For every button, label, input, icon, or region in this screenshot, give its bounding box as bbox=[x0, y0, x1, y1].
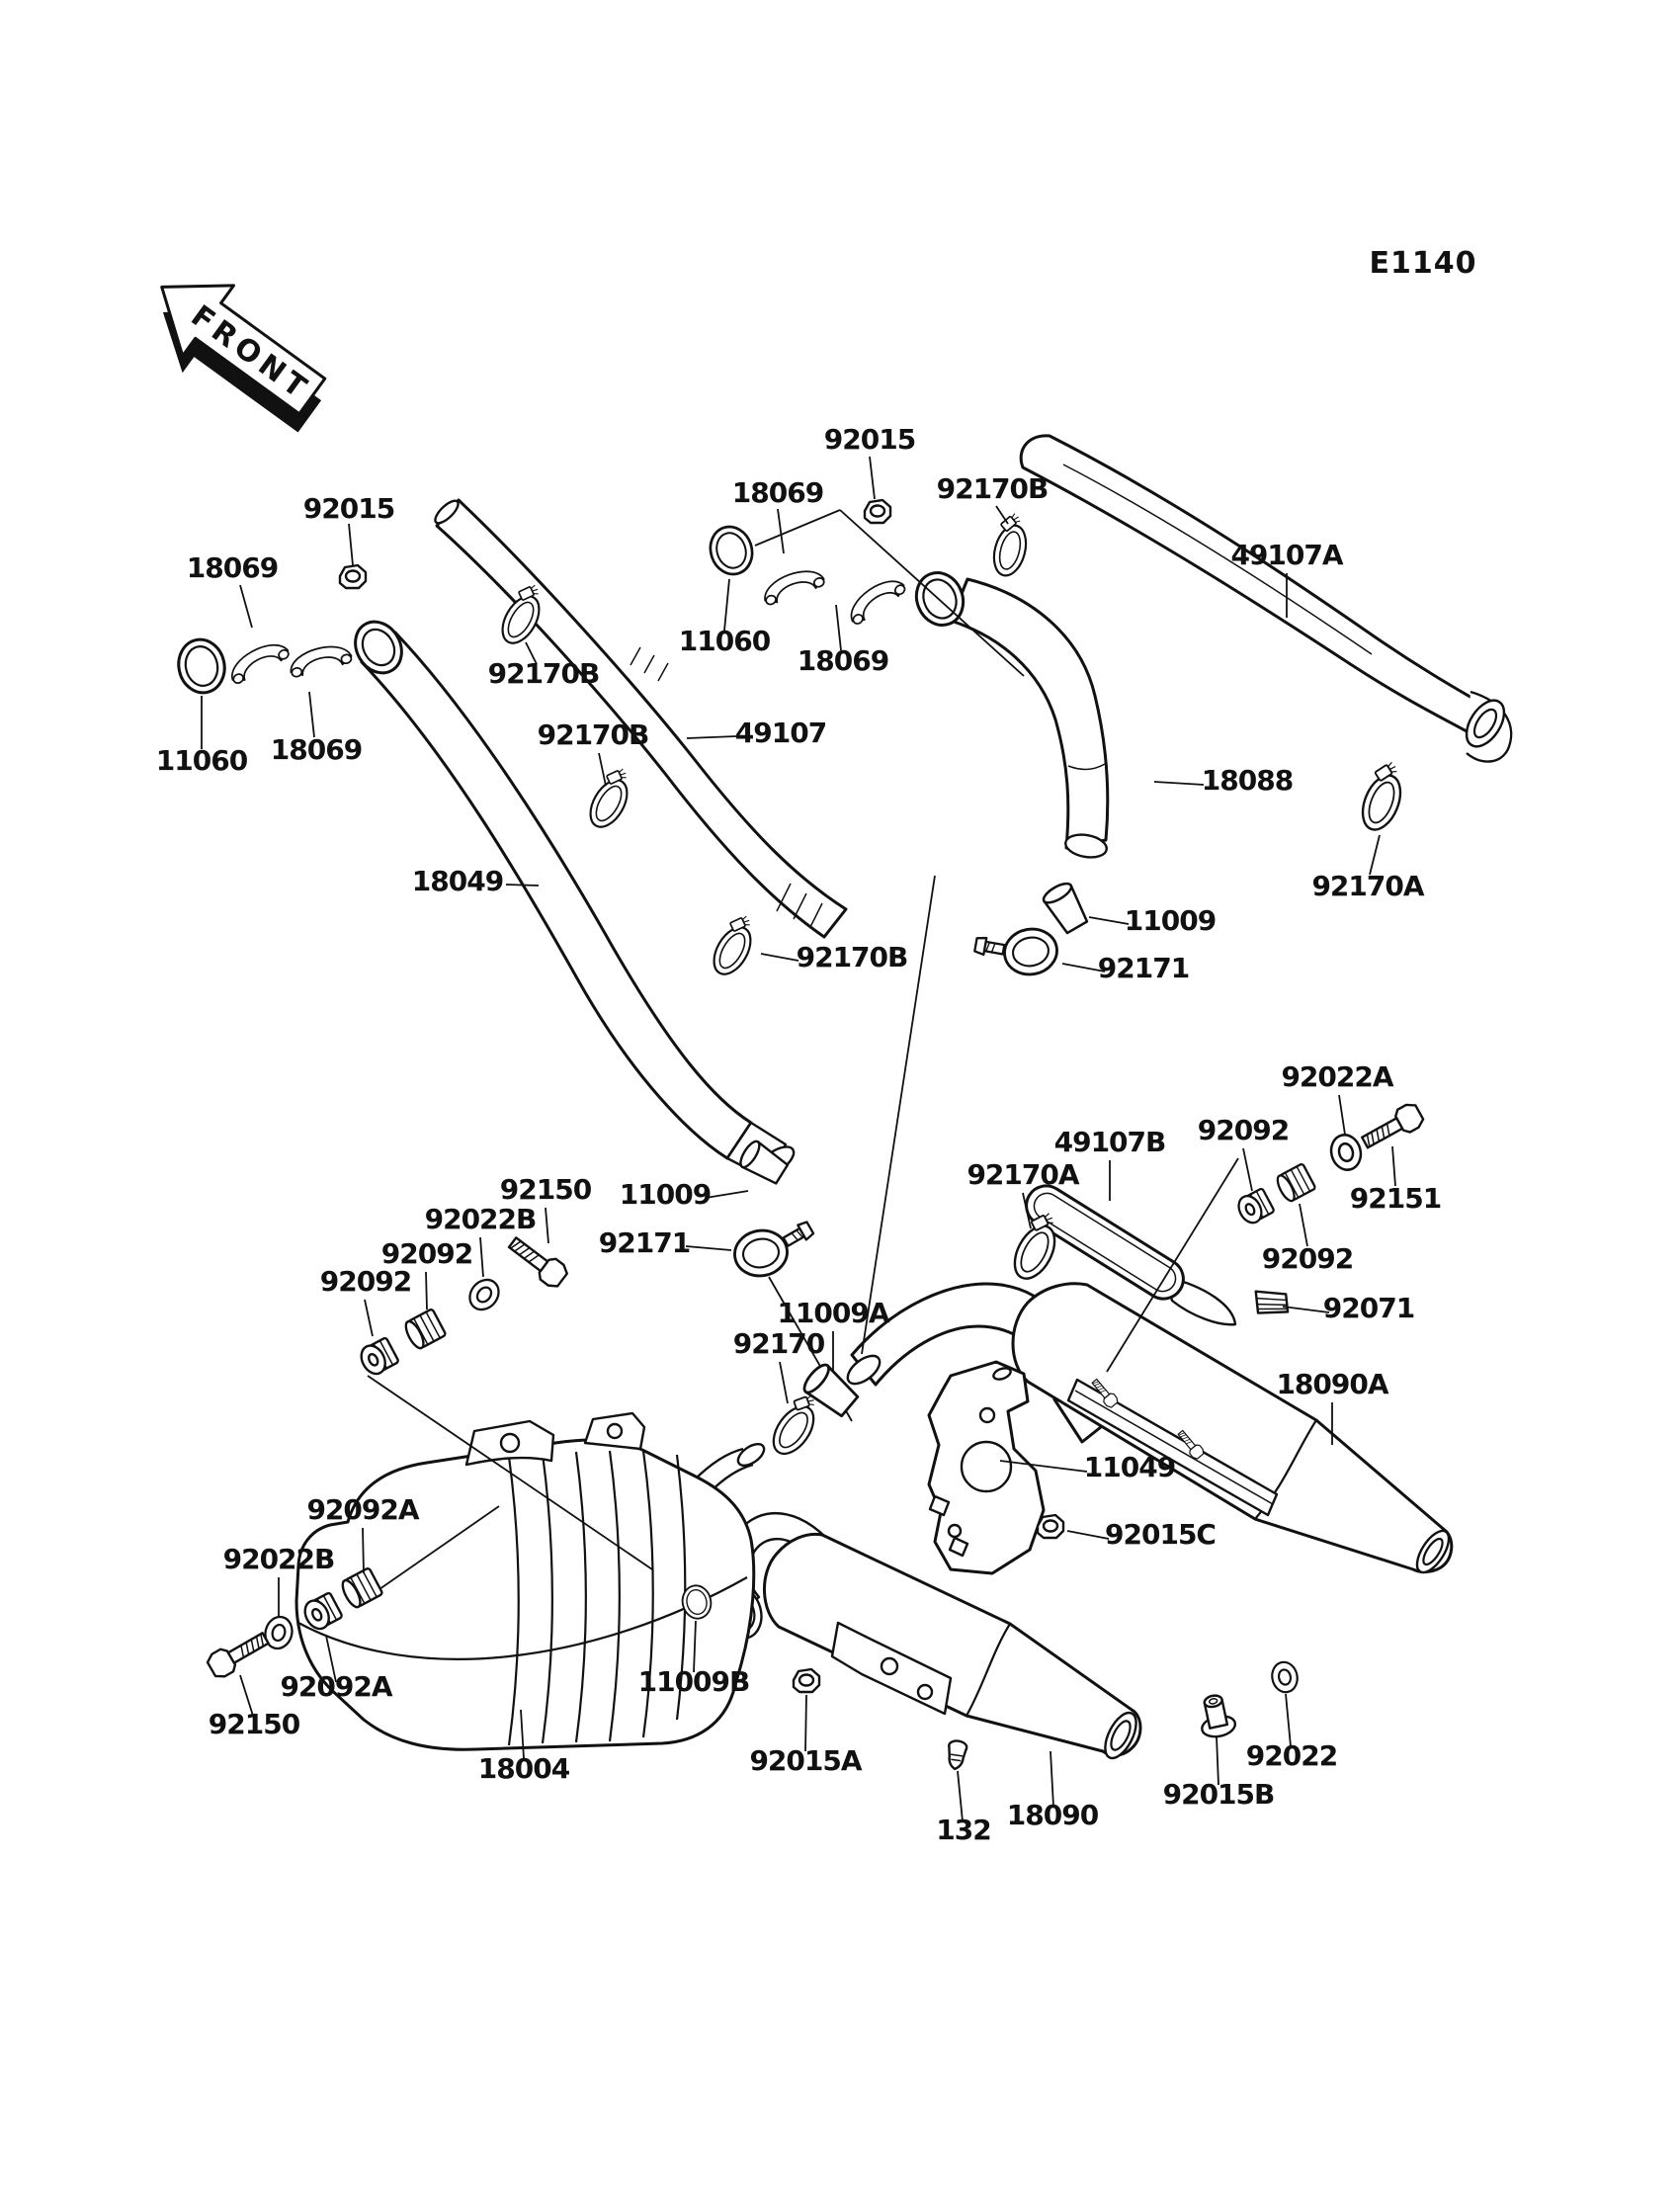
part-label: 92092 bbox=[380, 1237, 473, 1270]
part-label: 92022B bbox=[424, 1203, 537, 1235]
part-label: 92015 bbox=[823, 423, 916, 456]
part-label: 92015A bbox=[749, 1744, 862, 1777]
part-label: 11049 bbox=[1083, 1451, 1176, 1483]
part-label: 11009B bbox=[637, 1665, 750, 1698]
part-label: 49107A bbox=[1230, 539, 1343, 571]
part-label: 92022A bbox=[1281, 1060, 1393, 1093]
part-label: 92092 bbox=[1261, 1242, 1354, 1275]
part-label: 92022 bbox=[1245, 1739, 1338, 1772]
part-label: 92071 bbox=[1322, 1292, 1415, 1324]
part-label: 18069 bbox=[731, 476, 824, 509]
part-label: 92170B bbox=[537, 718, 649, 751]
part-label: 92171 bbox=[1097, 952, 1190, 984]
part-label: 92092A bbox=[306, 1493, 419, 1526]
part-label: 92170A bbox=[966, 1158, 1079, 1191]
part-label: 92150 bbox=[499, 1173, 592, 1206]
washer-92022 bbox=[1269, 1659, 1300, 1694]
part-label: 18090 bbox=[1006, 1799, 1099, 1831]
part-label: 11009 bbox=[619, 1178, 712, 1211]
part-label: 92015B bbox=[1162, 1778, 1275, 1811]
part-label: 92015C bbox=[1105, 1518, 1216, 1551]
part-label: 11060 bbox=[155, 744, 248, 777]
part-label: 11009A bbox=[777, 1297, 889, 1329]
nut-92015c bbox=[1038, 1515, 1063, 1538]
part-label: 11009 bbox=[1124, 904, 1217, 937]
part-label: 18069 bbox=[797, 644, 889, 677]
part-label: 18090A bbox=[1276, 1368, 1388, 1400]
bracket-11049 bbox=[929, 1362, 1044, 1573]
part-label: 92092 bbox=[1197, 1114, 1290, 1146]
part-label: 92170 bbox=[732, 1327, 825, 1360]
front-arrow-label: FRONT bbox=[184, 298, 317, 408]
part-label: 92171 bbox=[598, 1226, 691, 1259]
bolt-92015b bbox=[1196, 1692, 1237, 1739]
grommet-92071 bbox=[1256, 1289, 1288, 1315]
washer-92022a bbox=[1327, 1132, 1365, 1173]
part-label: 92170B bbox=[796, 941, 908, 973]
muffler-18090 bbox=[715, 1513, 1142, 1763]
part-label: 18004 bbox=[477, 1752, 570, 1785]
clamp-92171 bbox=[731, 923, 1061, 1280]
part-label: 92170B bbox=[936, 472, 1049, 505]
page-code: E1140 bbox=[1369, 246, 1477, 281]
part-label: 18069 bbox=[186, 551, 279, 584]
part-label: 92022B bbox=[222, 1543, 335, 1575]
part-label: 92170A bbox=[1311, 870, 1424, 902]
part-label: 18049 bbox=[411, 865, 504, 897]
part-label: 92015 bbox=[302, 492, 395, 525]
part-label: 49107 bbox=[734, 717, 827, 749]
bolt-92151 bbox=[1359, 1101, 1426, 1153]
part-label: 92170B bbox=[487, 657, 600, 690]
part-label: 92150 bbox=[208, 1708, 300, 1740]
front-arrow bbox=[128, 252, 346, 449]
part-label: 18069 bbox=[270, 733, 363, 766]
pipe-18088 bbox=[909, 565, 1109, 860]
part-label: 92151 bbox=[1349, 1182, 1442, 1215]
part-label: 92092A bbox=[280, 1670, 392, 1703]
nut-92015a bbox=[794, 1669, 819, 1692]
part-label: 11060 bbox=[678, 625, 771, 657]
connector-11009 bbox=[737, 880, 1091, 1186]
part-label: 49107B bbox=[1053, 1126, 1166, 1158]
part-label: 18088 bbox=[1201, 764, 1294, 797]
part-label: 92092 bbox=[319, 1265, 412, 1298]
part-label: 132 bbox=[936, 1814, 991, 1846]
screw-132 bbox=[946, 1739, 967, 1770]
